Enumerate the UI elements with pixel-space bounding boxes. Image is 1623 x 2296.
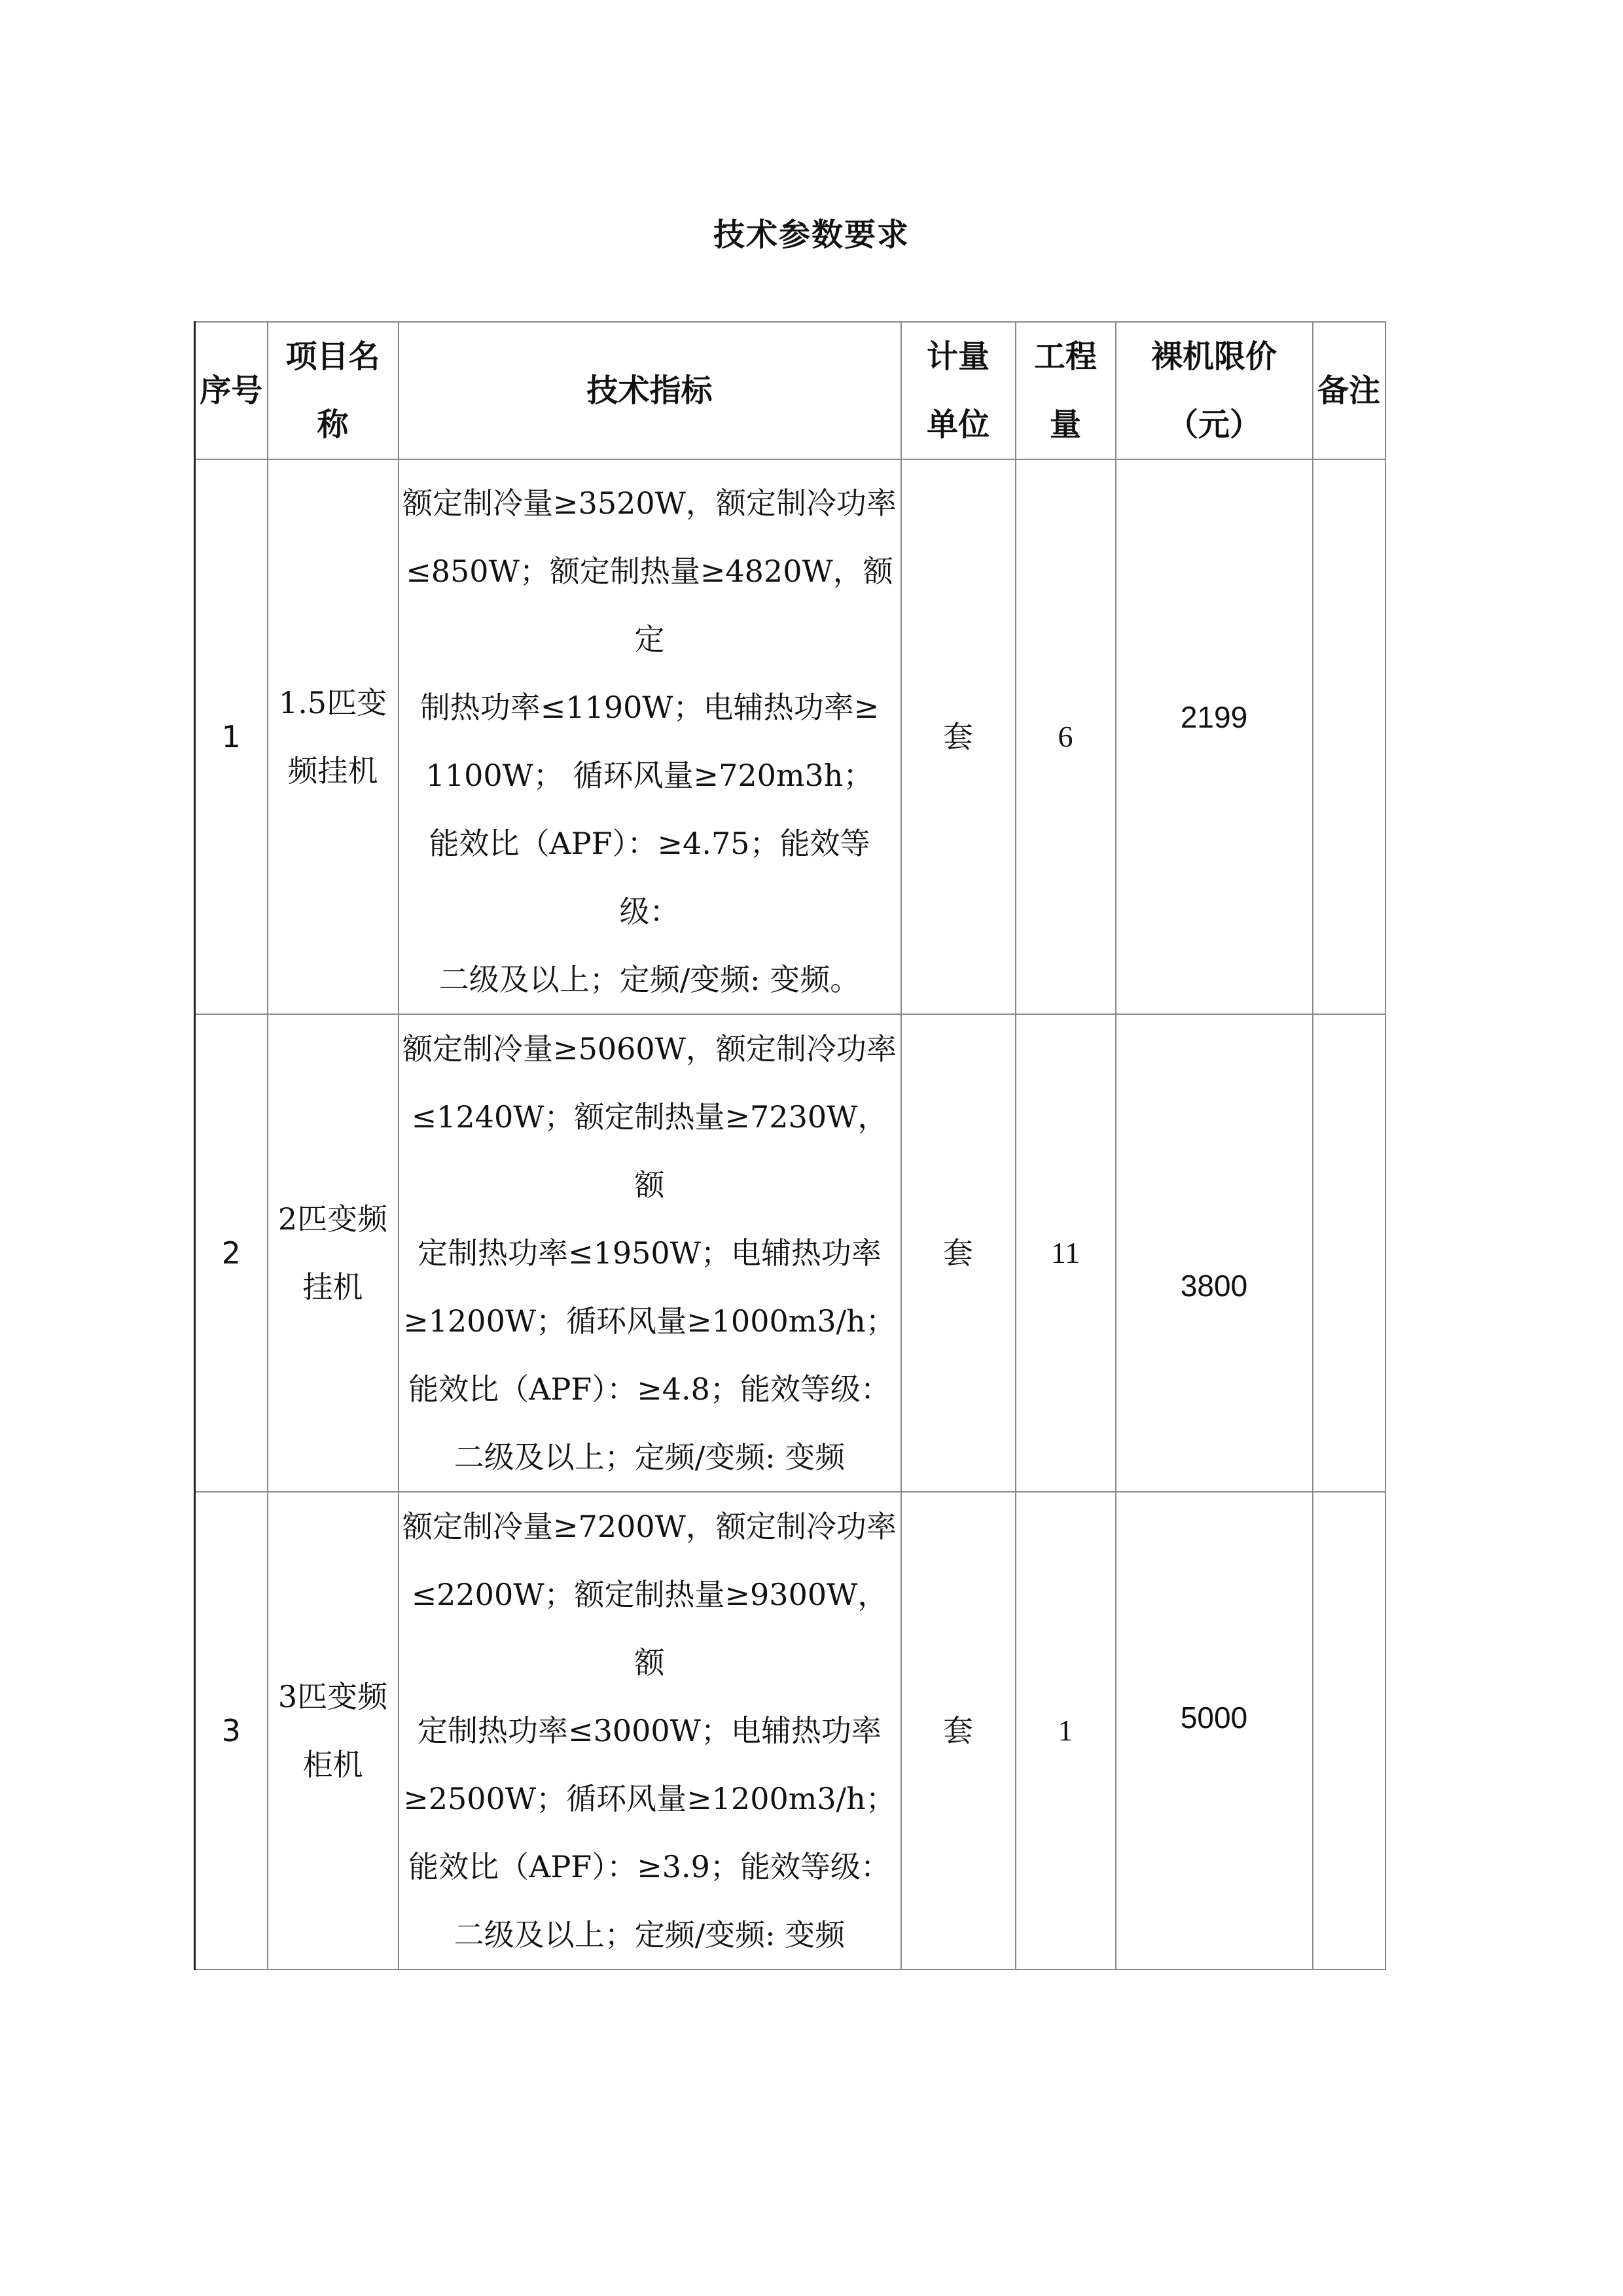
spec-line: 额定制冷量≥7200W，额定制冷功率 — [402, 1509, 897, 1544]
spec-line: 额定制冷量≥5060W，额定制冷功率 — [402, 1031, 897, 1067]
spec-line: 能效比（APF）：≥3.9；能效等级： — [408, 1849, 891, 1884]
row-seq: 1 — [195, 459, 268, 1014]
spec-line: 二级及以上；定频/变频: 变频 — [454, 1439, 846, 1475]
row-name-line2: 频挂机 — [287, 753, 378, 788]
header-spec: 技术指标 — [399, 322, 901, 459]
row-unit: 套 — [901, 459, 1016, 1014]
row-qty: 11 — [1016, 1014, 1116, 1492]
row-name-line2: 挂机 — [302, 1269, 363, 1305]
header-unit-line2: 单位 — [926, 406, 990, 443]
header-unit-line1: 计量 — [926, 338, 990, 375]
row-unit: 套 — [901, 1492, 1016, 1969]
table-header-row — [195, 322, 1385, 459]
header-price-line1: 裸机限价 — [1150, 338, 1277, 375]
row-unit: 套 — [901, 1014, 1016, 1492]
spec-line: ≥1200W；循环风量≥1000m3/h； — [403, 1303, 896, 1339]
row-seq: 2 — [195, 1014, 268, 1492]
row-name-line2: 柜机 — [302, 1747, 363, 1782]
spec-line: ≥2500W；循环风量≥1200m3/h； — [403, 1781, 896, 1816]
row-remark — [1313, 1492, 1385, 1969]
row-name-line1: 3匹变频 — [277, 1679, 388, 1714]
row-name — [268, 1492, 399, 1969]
row-remark — [1313, 459, 1385, 1014]
header-name — [268, 322, 399, 459]
header-qty — [1016, 322, 1116, 459]
header-unit — [901, 322, 1016, 459]
spec-line: 定制热功率≤1950W；电辅热功率 — [418, 1235, 882, 1271]
header-remark: 备注 — [1313, 322, 1385, 459]
spec-table — [194, 321, 1386, 1970]
header-price — [1116, 322, 1313, 459]
header-qty-line1: 工程 — [1033, 338, 1097, 375]
row-spec — [399, 1492, 901, 1969]
row-price: 5000 — [1116, 1492, 1313, 1969]
header-name-line1: 项目名 — [285, 338, 380, 375]
row-seq: 3 — [195, 1492, 268, 1969]
spec-line: 1100W； 循环风量≥720m3h； — [425, 758, 874, 793]
row-price: 2199 — [1116, 459, 1313, 1014]
spec-line: 能效比（APF）：≥4.75；能效等级： — [429, 826, 870, 929]
row-spec — [399, 459, 901, 1014]
row-remark — [1313, 1014, 1385, 1492]
spec-line: 制热功率≤1190W；电辅热功率≥ — [419, 690, 880, 725]
row-qty: 6 — [1016, 459, 1116, 1014]
spec-line: 能效比（APF）：≥4.8；能效等级： — [408, 1371, 891, 1407]
spec-line: 定制热功率≤3000W；电辅热功率 — [418, 1713, 882, 1748]
row-name-line1: 2匹变频 — [277, 1201, 388, 1237]
spec-line: ≤1240W；额定制热量≥7230W，额 — [411, 1099, 888, 1203]
table-row — [195, 459, 1385, 1014]
spec-line: 额定制冷量≥3520W，额定制冷功率 — [402, 486, 897, 521]
spec-line: ≤2200W；额定制热量≥9300W，额 — [411, 1577, 888, 1680]
header-name-line2: 称 — [317, 406, 349, 443]
spec-line: 二级及以上；定频/变频: 变频 — [454, 1917, 846, 1952]
table-row — [195, 1492, 1385, 1969]
spec-line: ≤850W；额定制热量≥4820W，额定 — [406, 554, 893, 657]
table-row — [195, 1014, 1385, 1492]
row-price: 3800 — [1116, 1014, 1313, 1492]
row-name — [268, 459, 399, 1014]
page-title: 技术参数要求 — [713, 217, 910, 253]
row-name — [268, 1014, 399, 1492]
row-qty: 1 — [1016, 1492, 1116, 1969]
header-seq: 序号 — [195, 322, 268, 459]
spec-line: 二级及以上；定频/变频: 变频。 — [438, 962, 861, 997]
row-spec — [399, 1014, 901, 1492]
header-qty-line2: 量 — [1049, 406, 1081, 443]
row-name-line1: 1.5匹变 — [278, 685, 387, 720]
header-price-line2: （元） — [1166, 406, 1261, 443]
